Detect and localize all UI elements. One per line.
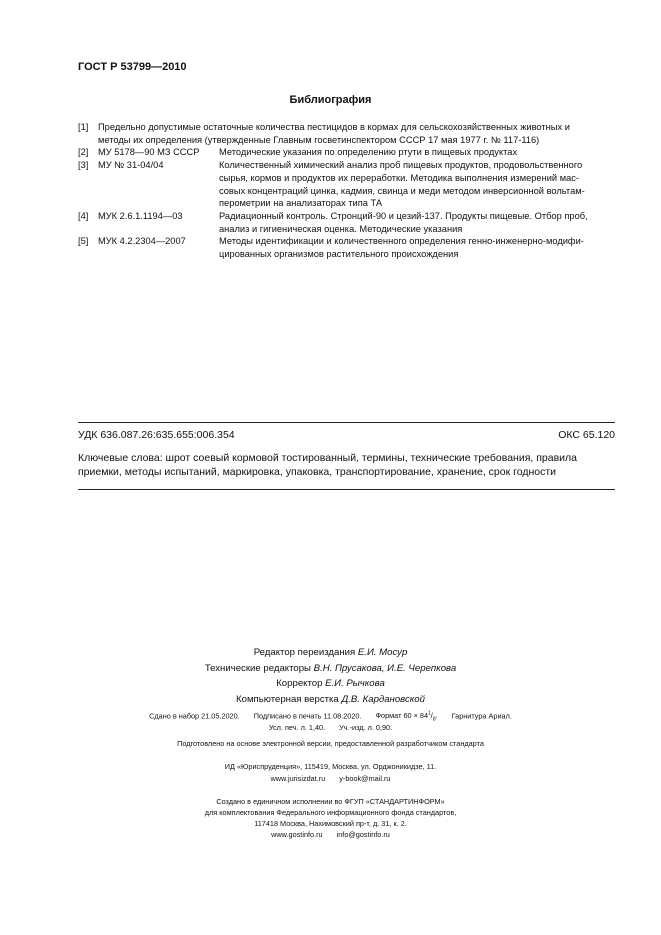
publisher-address: ИД «Юриспруденция», 115419, Москва, ул. Орджоникидзе, 11.	[224, 762, 437, 771]
bibliography-entry	[78, 159, 617, 210]
entry-code: МУК 4.2.2304—2007	[98, 236, 186, 247]
print-sheets: Усл. печ. л. 1,40.	[268, 723, 326, 732]
bibliography-entry	[78, 146, 617, 159]
divider-top	[78, 422, 615, 423]
oks-code: ОКС 65.120	[558, 429, 615, 441]
entry-line: методы их определения (утвержденные Главным госветинспектором СССР 17 мая 1977 г. № 117-116)	[98, 134, 540, 145]
entry-text	[219, 159, 617, 210]
imprint-sheets	[0, 723, 661, 732]
entry-line: Методы идентификации и количественного определения генно-инженерно-модифи-	[219, 236, 584, 247]
keywords-line: Ключевые слова: шрот соевый кормовой тостированный, термины, технические требования, правила	[78, 452, 578, 464]
credit-role: Корректор	[276, 678, 323, 689]
credit-role: Редактор переиздания	[253, 647, 356, 658]
entry-number: [1]	[78, 122, 89, 132]
entry-line: перометрии на анализаторах типа ТА	[219, 198, 383, 209]
entry-line: Предельно допустимые остаточные количества пестицидов в кормах для сельскохозяйственных животных и	[98, 122, 570, 132]
bibliography-entry	[78, 121, 617, 146]
entry-line: цированных организмов растительного происхождения	[219, 249, 459, 260]
entry-text	[219, 235, 617, 260]
sent-to-set: Сдано в набор 21.05.2020.	[149, 711, 240, 721]
standard-designation: ГОСТ Р 53799—2010	[78, 61, 187, 73]
entry-text	[219, 210, 617, 235]
fund-contacts	[0, 830, 661, 839]
entry-line: сырья, кормов и продуктов их переработки. Методика выполнения измерений мас-	[219, 172, 580, 183]
prepared-note: Подготовлено на основе электронной версии, предоставленной разработчиком стандарта	[177, 739, 484, 748]
entry-number: [2]	[78, 147, 89, 158]
publish-sheets: Уч.-изд. л. 0,90.	[339, 723, 393, 732]
entry-number: [5]	[78, 236, 89, 247]
credit-line	[0, 661, 661, 677]
entry-number: [4]	[78, 210, 89, 221]
credits-block	[0, 645, 661, 707]
credit-name: В.Н. Прусакова, И.Е. Черепкова	[313, 662, 457, 674]
publisher-email-link[interactable]: y-book@mail.ru	[339, 774, 391, 783]
entry-line: Количественный химический анализ проб пищевых продуктов, продовольственного	[219, 160, 583, 171]
keywords-block	[78, 451, 615, 479]
credit-role: Компьютерная верстка	[236, 693, 339, 705]
entry-code: МУК 2.6.1.1194—03	[98, 210, 183, 221]
entry-code: МУ 5178—90 МЗ СССР	[98, 147, 200, 158]
entry-line: Методические указания по определению ртути в пищевых продуктах	[219, 147, 518, 158]
fund-line: для комплектования Федерального информационного фонда стандартов,	[204, 808, 457, 817]
publisher-site-link[interactable]: www.jurisizdat.ru	[270, 774, 326, 783]
credit-line	[0, 692, 661, 708]
udk-code: УДК 636.087.26:635.655:006.354	[78, 429, 235, 441]
fund-email-link[interactable]: info@gostinfo.ru	[336, 830, 390, 839]
entry-line: совых концентраций цинка, кадмия, свинца и меди методом инверсионной вольтам-	[219, 185, 585, 196]
fund-site-link[interactable]: www.gostinfo.ru	[271, 830, 323, 839]
credit-name: Д.В. Кардановской	[341, 693, 425, 705]
entry-number: [3]	[78, 160, 89, 171]
bibliography-entry	[78, 235, 617, 260]
keywords-line: приемки, методы испытаний, маркировка, упаковка, транспортирование, хранение, срок годности	[78, 466, 557, 478]
credit-name: Е.И. Мосур	[357, 647, 408, 658]
typeface: Гарнитура Ариал.	[451, 711, 512, 721]
credit-role: Технические редакторы	[204, 662, 311, 674]
signed-for-print: Подписано в печать 11.08.2020.	[253, 711, 362, 721]
imprint-print-details	[0, 711, 661, 723]
entry-text	[98, 121, 617, 146]
divider-bottom	[78, 489, 615, 490]
fund-address: 117418 Москва, Нахимовский пр-т, д. 31, к. 2.	[254, 819, 407, 828]
entry-text	[219, 146, 617, 159]
credit-name: Е.И. Рычкова	[325, 678, 385, 689]
publisher-contacts	[0, 774, 661, 783]
entry-line: анализ и гигиеническая оценка. Методические указания	[219, 223, 463, 234]
bibliography-entry	[78, 210, 617, 235]
credit-line	[0, 645, 661, 661]
paper-format: Формат $60 \times 84^1/_8$.	[375, 711, 438, 723]
entry-line: Радиационный контроль. Стронций-90 и цезий-137. Продукты пищевые. Отбор проб,	[219, 210, 588, 221]
credit-line	[0, 676, 661, 692]
entry-code: МУ № 31-04/04	[98, 160, 164, 171]
page-title: Библиография	[289, 94, 372, 106]
created-line: Создано в единичном исполнении во ФГУП «СТАНДАРТИНФОРМ»	[216, 797, 445, 806]
bibliography-list	[78, 121, 617, 261]
